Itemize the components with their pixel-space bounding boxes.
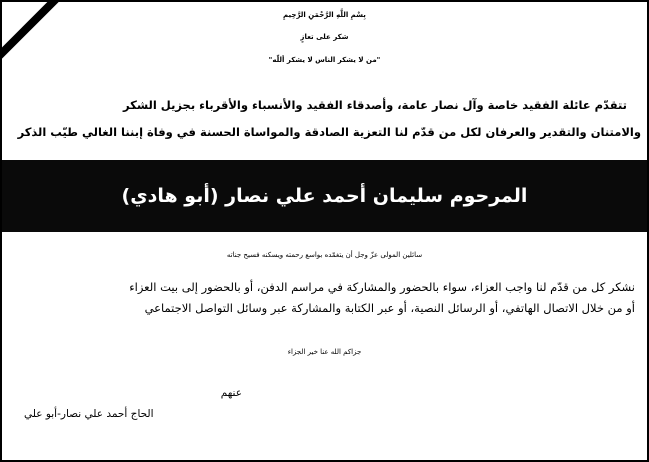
- thanks-line-2: أو من خلال الاتصال الهاتفي، أو الرسائل النصية، أو عبر الكتابة والمشاركة عبر وسائل التواصل الاجتماعي: [144, 301, 635, 315]
- deceased-name: المرحوم سليمان أحمد علي نصار (أبو هادي): [121, 184, 528, 207]
- deceased-banner: [2, 160, 647, 232]
- basmala: بِسْمِ اللَّهِ الرَّحْمَنِ الرَّحِيمِ: [283, 11, 366, 19]
- thanks-heading: شكر على تعازٍ: [300, 33, 349, 41]
- reward-line: جزاكم الله عنا خير الجزاء: [287, 348, 362, 356]
- signature-name: الحاج أحمد علي نصار-أبو علي: [24, 408, 154, 420]
- signature-label: عنهم: [220, 387, 242, 399]
- intro-line-2: والامتنان والتقدير والعرفان لكل من قدّم لنا التعزية الصادقة والمواساة الحسنة في وفاة إبننا الغالي طيّب الذكر: [17, 125, 641, 139]
- intro-line-1: تتقدّم عائلة الفقيد خاصة وآل نصار عامة، وأصدقاء الفقيد والأنسباء والأقرباء بجزيل الشكر: [123, 98, 627, 112]
- thanks-line-1: نشكر كل من قدّم لنا واجب العزاء، سواء بالحضور والمشاركة في مراسم الدفن، أو بالحضور إلى بيت العزاء: [129, 280, 635, 294]
- mourning-ribbon-icon: [2, 2, 62, 62]
- mourning-ribbon-band: [2, 2, 62, 62]
- hadith-quote: "من لا يشكر الناس لا يشكر أللّه": [268, 56, 381, 64]
- prayer-line: سائلين المولى عزّ وجل أن يتغمّده بواسع رحمته ويسكنه فسيح جناته: [226, 251, 423, 259]
